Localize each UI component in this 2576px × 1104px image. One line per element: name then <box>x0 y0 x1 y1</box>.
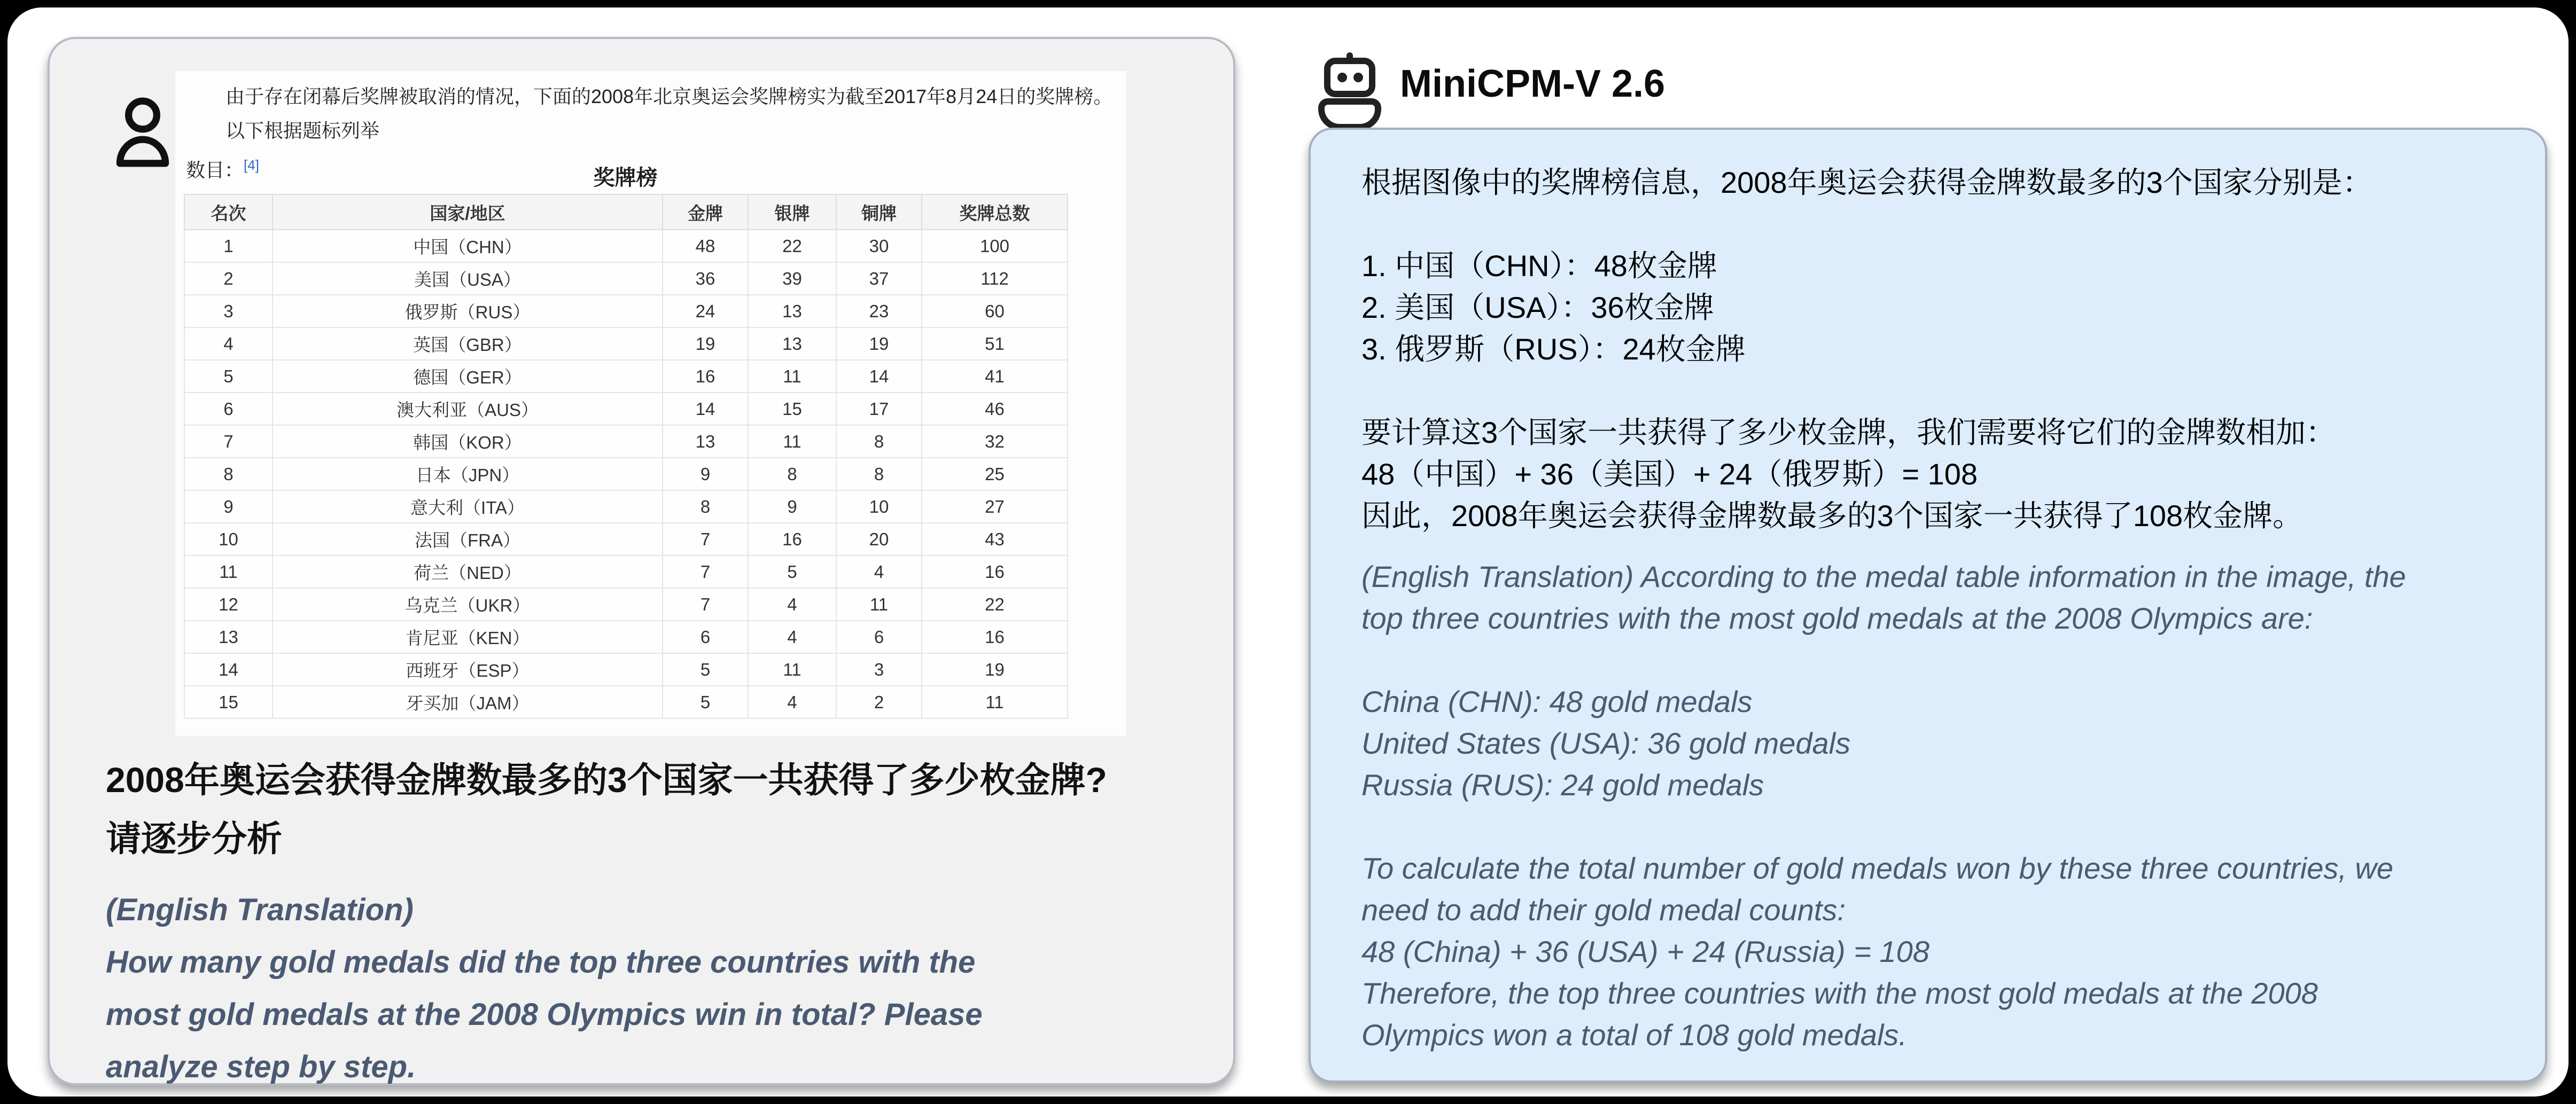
cell-silver: 9 <box>748 490 836 523</box>
table-row <box>184 686 1068 718</box>
cell-total: 19 <box>922 653 1068 686</box>
cell-silver: 13 <box>748 295 836 327</box>
answer-line <box>1361 806 2435 848</box>
medal-table-image <box>175 71 1126 736</box>
answer-line: United States (USA): 36 gold medals <box>1361 726 1851 760</box>
table-row <box>184 230 1068 262</box>
cell-country: 意大利（ITA） <box>273 490 663 523</box>
cell-silver: 22 <box>748 230 836 262</box>
reference-link: [4] <box>244 157 259 173</box>
cell-gold: 5 <box>663 686 748 718</box>
cell-country: 德国（GER） <box>273 360 663 393</box>
table-row <box>184 458 1068 490</box>
cell-rank: 13 <box>184 621 273 653</box>
table-row <box>184 588 1068 621</box>
cell-rank: 7 <box>184 425 273 458</box>
answer-line: 2. 美国（USA）：36枚金牌 <box>1361 291 1714 324</box>
answer-line: 根据图像中的奖牌榜信息，2008年奥运会获得金牌数最多的3个国家分别是： <box>1361 166 2372 199</box>
model-answer-panel <box>1309 128 2547 1083</box>
cell-bronze: 17 <box>836 393 922 425</box>
intro-line2: 数目：[4] <box>186 157 259 181</box>
cell-bronze: 11 <box>836 588 922 621</box>
cell-bronze: 8 <box>836 458 922 490</box>
model-name-label: MiniCPM-V 2.6 <box>1400 62 1666 105</box>
answer-english-translation <box>1361 556 2435 1056</box>
translation-body: How many gold medals did the top three countries with the most gold medals at the 2008 Olympics win in total? Please analyze step by step. <box>106 945 983 1084</box>
cell-silver: 13 <box>748 327 836 360</box>
cell-country: 法国（FRA） <box>273 523 663 555</box>
cell-bronze: 20 <box>836 523 922 555</box>
cell-total: 11 <box>922 686 1068 718</box>
cell-total: 41 <box>922 360 1068 393</box>
cell-country: 乌克兰（UKR） <box>273 588 663 621</box>
cell-gold: 9 <box>663 458 748 490</box>
col-gold: 金牌 <box>663 194 748 230</box>
question-line2: 请逐步分析 <box>106 819 282 858</box>
cell-gold: 7 <box>663 588 748 621</box>
answer-line: (English Translation) According to the medal table information in the image, the top three countries with the most gold medals at the 2008 Olympics are: <box>1361 560 2406 635</box>
cell-country: 澳大利亚（AUS） <box>273 393 663 425</box>
cell-rank: 14 <box>184 653 273 686</box>
cell-country: 西班牙（ESP） <box>273 653 663 686</box>
cell-total: 27 <box>922 490 1068 523</box>
cell-rank: 4 <box>184 327 273 360</box>
cell-total: 112 <box>922 262 1068 295</box>
cell-total: 16 <box>922 555 1068 588</box>
cell-gold: 8 <box>663 490 748 523</box>
answer-chinese <box>1361 162 2435 537</box>
cell-silver: 4 <box>748 621 836 653</box>
cell-total: 25 <box>922 458 1068 490</box>
cell-rank: 15 <box>184 686 273 718</box>
cell-rank: 10 <box>184 523 273 555</box>
intro-line1: 由于存在闭幕后奖牌被取消的情况，下面的2008年北京奥运会奖牌榜实为截至2017年8月24日的奖牌榜。以下根据题标列举 <box>225 85 1113 142</box>
answer-line: To calculate the total number of gold medals won by these three countries, we need to add their gold medal counts: <box>1361 851 2394 927</box>
cell-silver: 15 <box>748 393 836 425</box>
col-rank: 名次 <box>184 194 273 230</box>
table-row <box>184 262 1068 295</box>
cell-gold: 19 <box>663 327 748 360</box>
table-row <box>184 425 1068 458</box>
cell-total: 60 <box>922 295 1068 327</box>
cell-bronze: 3 <box>836 653 922 686</box>
cell-bronze: 4 <box>836 555 922 588</box>
cell-country: 俄罗斯（RUS） <box>273 295 663 327</box>
cell-silver: 8 <box>748 458 836 490</box>
user-prompt-panel <box>48 37 1235 1085</box>
cell-bronze: 37 <box>836 262 922 295</box>
cell-gold: 14 <box>663 393 748 425</box>
table-row <box>184 490 1068 523</box>
cell-silver: 5 <box>748 555 836 588</box>
answer-line: 因此，2008年奥运会获得金牌数最多的3个国家一共获得了108枚金牌。 <box>1361 499 2303 533</box>
cell-total: 22 <box>922 588 1068 621</box>
cell-silver: 4 <box>748 686 836 718</box>
cell-bronze: 23 <box>836 295 922 327</box>
cell-total: 32 <box>922 425 1068 458</box>
cell-country: 牙买加（JAM） <box>273 686 663 718</box>
cell-gold: 5 <box>663 653 748 686</box>
robot-icon <box>1314 49 1385 130</box>
table-row <box>184 653 1068 686</box>
cell-rank: 9 <box>184 490 273 523</box>
answer-line: 48（中国）+ 36（美国）+ 24（俄罗斯）= 108 <box>1361 457 1978 491</box>
question-line1: 2008年奥运会获得金牌数最多的3个国家一共获得了多少枚金牌? <box>106 760 1107 800</box>
cell-rank: 8 <box>184 458 273 490</box>
cell-total: 51 <box>922 327 1068 360</box>
medal-table <box>184 194 1068 719</box>
medal-table-title: 奖牌榜 <box>593 166 658 190</box>
cell-country: 中国（CHN） <box>273 230 663 262</box>
model-answer <box>1361 162 2435 1056</box>
table-row <box>184 621 1068 653</box>
cell-gold: 7 <box>663 555 748 588</box>
col-country: 国家/地区 <box>273 194 663 230</box>
cell-rank: 3 <box>184 295 273 327</box>
answer-line <box>1361 639 2435 681</box>
cell-gold: 48 <box>663 230 748 262</box>
cell-total: 43 <box>922 523 1068 555</box>
cell-bronze: 2 <box>836 686 922 718</box>
cell-rank: 6 <box>184 393 273 425</box>
table-row <box>184 360 1068 393</box>
cell-country: 美国（USA） <box>273 262 663 295</box>
cell-silver: 11 <box>748 653 836 686</box>
figure-card <box>7 7 2569 1097</box>
cell-gold: 13 <box>663 425 748 458</box>
cell-total: 100 <box>922 230 1068 262</box>
cell-gold: 7 <box>663 523 748 555</box>
table-row <box>184 327 1068 360</box>
cell-bronze: 30 <box>836 230 922 262</box>
cell-bronze: 19 <box>836 327 922 360</box>
user-question <box>106 750 1196 868</box>
cell-silver: 39 <box>748 262 836 295</box>
answer-line: Russia (RUS): 24 gold medals <box>1361 768 1764 802</box>
table-row <box>184 523 1068 555</box>
answer-line: 3. 俄罗斯（RUS）：24枚金牌 <box>1361 332 1746 366</box>
cell-country: 肯尼亚（KEN） <box>273 621 663 653</box>
cell-bronze: 8 <box>836 425 922 458</box>
cell-bronze: 6 <box>836 621 922 653</box>
col-bronze: 铜牌 <box>836 194 922 230</box>
answer-line: 1. 中国（CHN）：48枚金牌 <box>1361 249 1717 283</box>
col-total: 奖牌总数 <box>922 194 1068 230</box>
question-english-translation <box>106 884 1025 1093</box>
cell-bronze: 14 <box>836 360 922 393</box>
cell-country: 英国（GBR） <box>273 327 663 360</box>
answer-line: China (CHN): 48 gold medals <box>1361 685 1753 718</box>
cell-silver: 11 <box>748 360 836 393</box>
cell-country: 韩国（KOR） <box>273 425 663 458</box>
table-row <box>184 393 1068 425</box>
answer-line: 48 (China) + 36 (USA) + 24 (Russia) = 108 <box>1361 935 1929 968</box>
answer-line <box>1361 203 2435 245</box>
cell-silver: 11 <box>748 425 836 458</box>
cell-rank: 12 <box>184 588 273 621</box>
cell-rank: 2 <box>184 262 273 295</box>
cell-silver: 4 <box>748 588 836 621</box>
translation-heading: (English Translation) <box>106 892 414 927</box>
col-silver: 银牌 <box>748 194 836 230</box>
medal-table-header-row <box>184 194 1068 230</box>
cell-bronze: 10 <box>836 490 922 523</box>
cell-gold: 36 <box>663 262 748 295</box>
table-row <box>184 295 1068 327</box>
table-row <box>184 555 1068 588</box>
cell-country: 荷兰（NED） <box>273 555 663 588</box>
answer-line <box>1361 370 2435 412</box>
answer-line: Therefore, the top three countries with the most gold medals at the 2008 Olympics won a total of 108 gold medals. <box>1361 976 2318 1052</box>
answer-line: 要计算这3个国家一共获得了多少枚金牌，我们需要将它们的金牌数相加： <box>1361 416 2336 449</box>
cell-rank: 1 <box>184 230 273 262</box>
cell-gold: 6 <box>663 621 748 653</box>
cell-silver: 16 <box>748 523 836 555</box>
cell-country: 日本（JPN） <box>273 458 663 490</box>
cell-gold: 16 <box>663 360 748 393</box>
cell-total: 46 <box>922 393 1068 425</box>
cell-rank: 5 <box>184 360 273 393</box>
cell-total: 16 <box>922 621 1068 653</box>
cell-rank: 11 <box>184 555 273 588</box>
user-icon <box>113 95 173 171</box>
cell-gold: 24 <box>663 295 748 327</box>
